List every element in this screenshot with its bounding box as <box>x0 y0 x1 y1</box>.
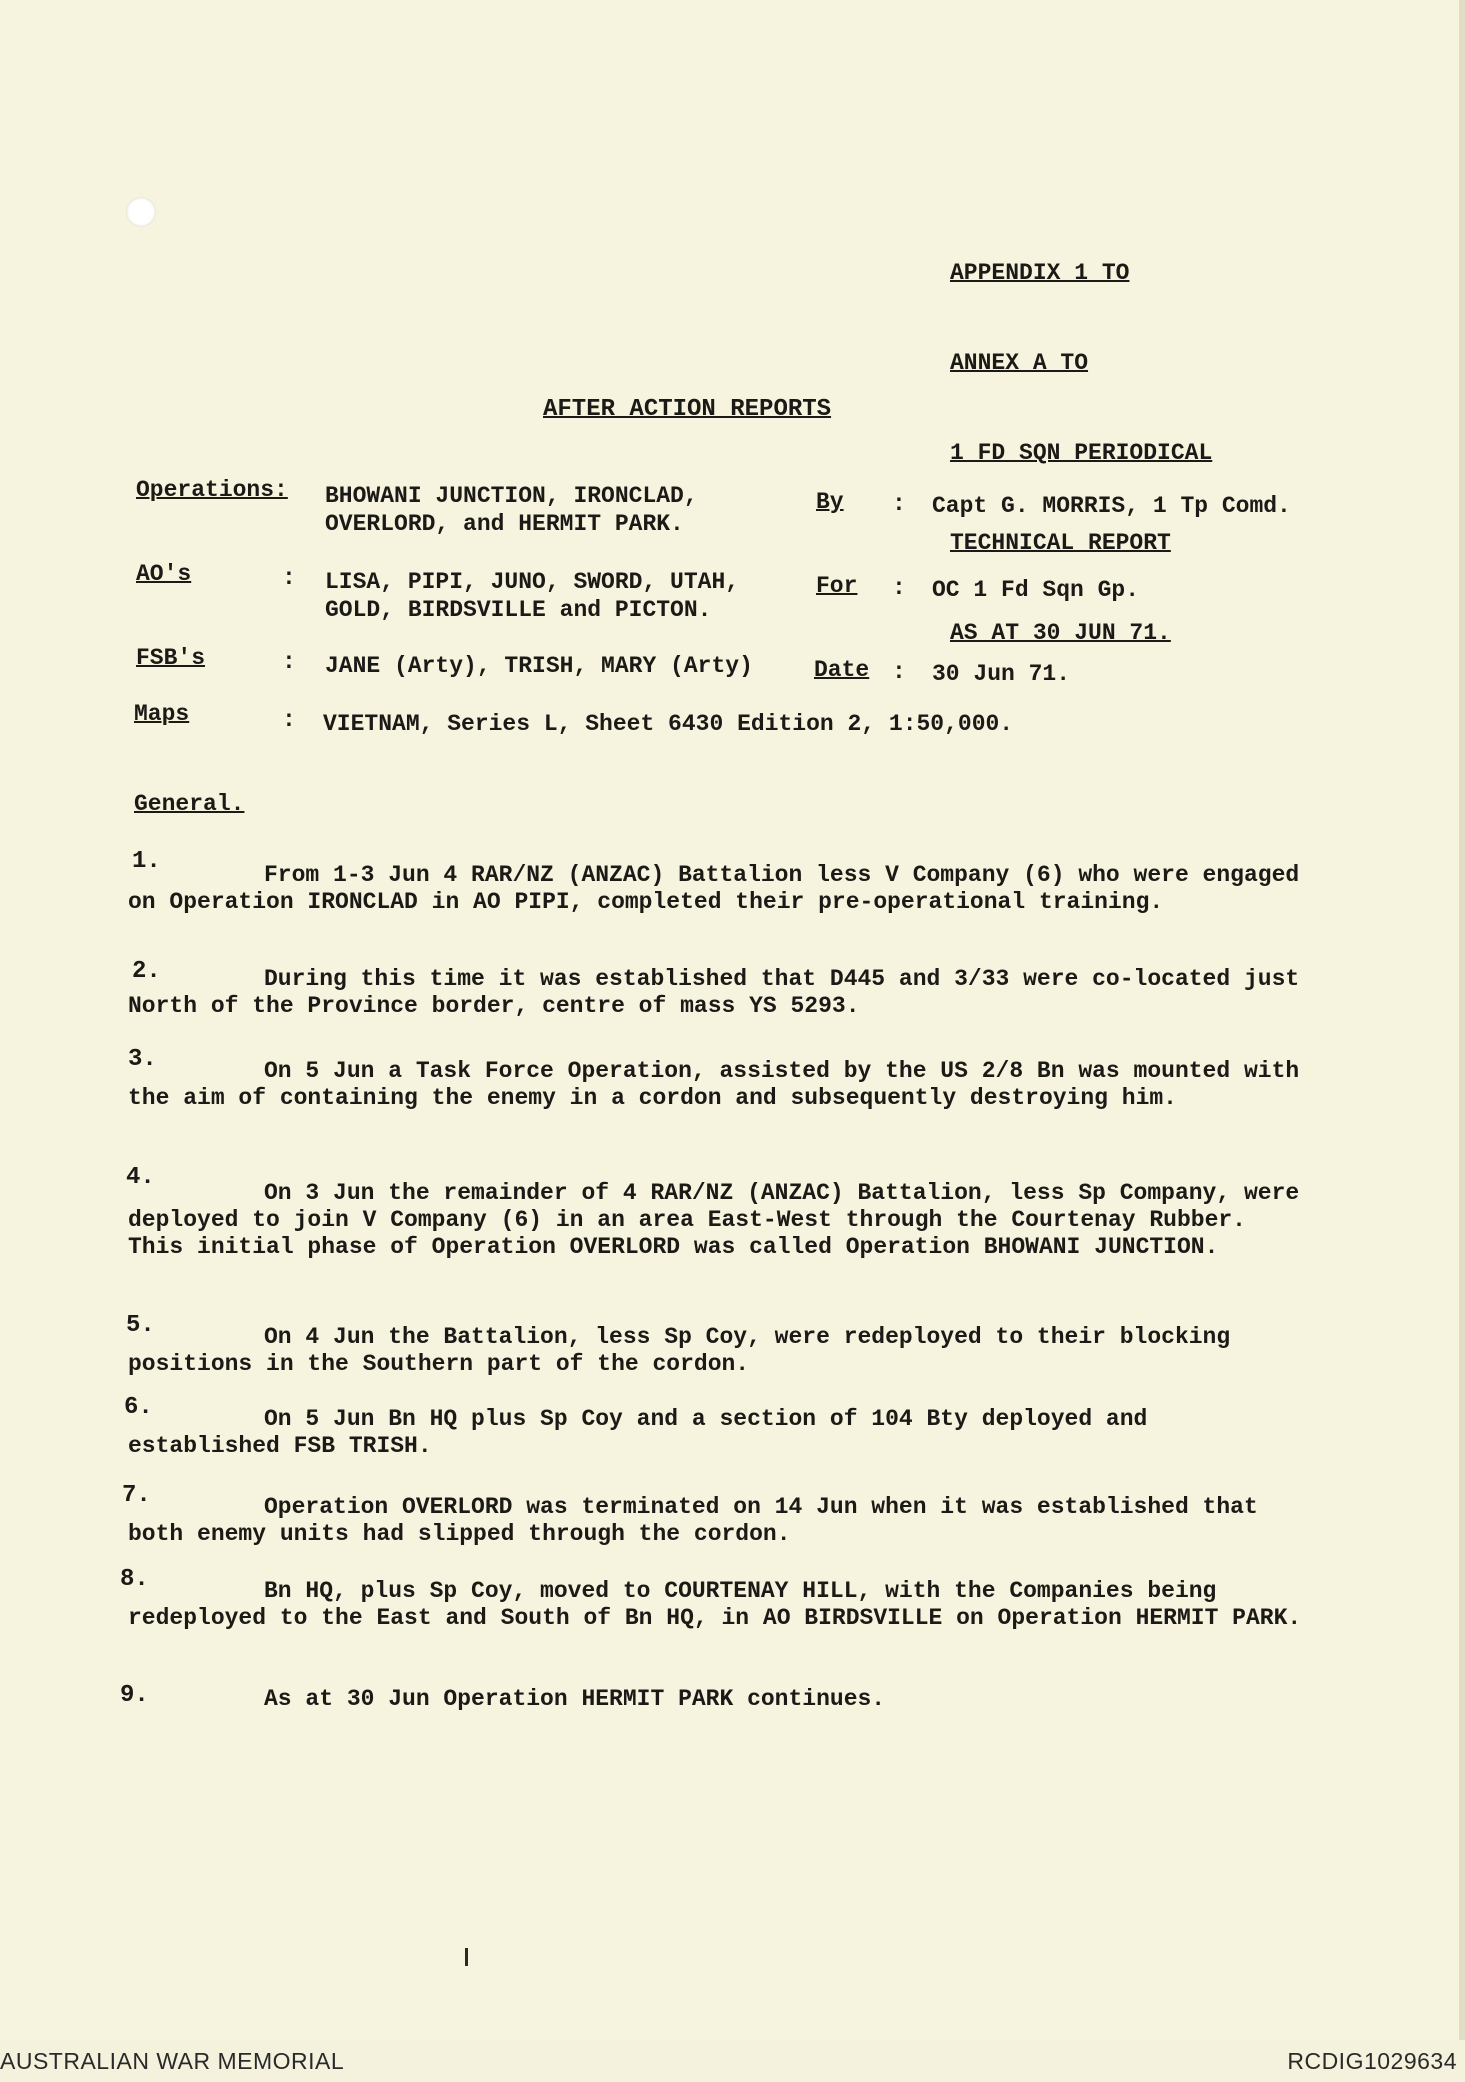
paragraph-text: Operation OVERLORD was terminated on 14 Jun when it was established that both enemy units had slipped through the cordon. <box>128 1494 1258 1547</box>
aos-label: AO's <box>136 561 192 587</box>
paragraph <box>128 1578 1308 1632</box>
paragraph <box>128 1406 1308 1460</box>
by-label: By <box>816 489 844 515</box>
paragraph-text: On 3 Jun the remainder of 4 RAR/NZ (ANZAC) Battalion, less Sp Company, were deployed to join V Company (6) in an area East-West through the Courtenay Rubber. This initial phase of Operation OVERLORD was called Operation BHOWANI JUNCTION. <box>128 1180 1300 1260</box>
paragraph <box>128 1180 1308 1261</box>
paragraph-number: 7. <box>122 1482 151 1509</box>
for-label: For <box>816 573 858 599</box>
paragraph-number: 3. <box>128 1046 157 1073</box>
maps-value: VIETNAM, Series L, Sheet 6430 Edition 2, 1:50,000. <box>323 711 1014 737</box>
fsbs-colon: : <box>282 649 296 675</box>
paragraph <box>128 1324 1308 1378</box>
paragraph-text: On 5 Jun Bn HQ plus Sp Coy and a section of 104 Bty deployed and established FSB TRISH. <box>128 1406 1148 1459</box>
paragraph <box>128 1686 1308 1713</box>
by-colon: : <box>892 491 906 517</box>
paragraph-number: 4. <box>126 1164 155 1191</box>
general-heading: General. <box>134 791 245 817</box>
operations-label: Operations: <box>136 477 288 503</box>
paragraph <box>128 862 1308 916</box>
paragraph-text: From 1-3 Jun 4 RAR/NZ (ANZAC) Battalion less V Company (6) who were engaged on Operation IRONCLAD in AO PIPI, completed their pre-operational training. <box>128 862 1300 915</box>
report-title: AFTER ACTION REPORTS <box>543 396 832 423</box>
aos-colon: : <box>282 565 296 591</box>
date-label: Date <box>814 657 870 683</box>
paragraph-number: 9. <box>120 1682 149 1709</box>
appendix-line: ANNEX A TO <box>950 350 1089 376</box>
appendix-line: TECHNICAL REPORT <box>950 530 1171 556</box>
maps-label: Maps <box>134 701 190 727</box>
operations-value-line2: OVERLORD, and HERMIT PARK. <box>325 511 684 537</box>
appendix-line: AS AT 30 JUN 71. <box>950 620 1171 646</box>
paragraph-number: 8. <box>120 1566 149 1593</box>
stray-mark <box>465 1948 468 1966</box>
appendix-header <box>950 198 1212 708</box>
footer-record-id: RCDIG1029634 <box>1287 2048 1457 2074</box>
paragraph-number: 6. <box>124 1394 153 1421</box>
fsbs-label: FSB's <box>136 645 206 671</box>
for-value: OC 1 Fd Sqn Gp. <box>932 577 1140 603</box>
paragraph-text: On 5 Jun a Task Force Operation, assisted by the US 2/8 Bn was mounted with the aim of containing the enemy in a cordon and subsequently destroying him. <box>128 1058 1300 1111</box>
aos-value-line1: LISA, PIPI, JUNO, SWORD, UTAH, <box>325 569 740 595</box>
paragraph-text: Bn HQ, plus Sp Coy, moved to COURTENAY HILL, with the Companies being redeployed to the East and South of Bn HQ, in AO BIRDSVILLE on Operation HERMIT PARK. <box>128 1578 1302 1631</box>
fsbs-value: JANE (Arty), TRISH, MARY (Arty) <box>325 653 753 679</box>
paragraph-text: As at 30 Jun Operation HERMIT PARK continues. <box>264 1686 886 1712</box>
operations-value-line1: BHOWANI JUNCTION, IRONCLAD, <box>325 483 698 509</box>
paragraph <box>128 1058 1308 1112</box>
paragraph-text: On 4 Jun the Battalion, less Sp Coy, were redeployed to their blocking positions in the Southern part of the cordon. <box>128 1324 1231 1377</box>
by-value: Capt G. MORRIS, 1 Tp Comd. <box>932 493 1291 519</box>
for-colon: : <box>892 575 906 601</box>
footer-archive-name: AUSTRALIAN WAR MEMORIAL <box>0 2048 345 2074</box>
paragraph <box>128 966 1308 1020</box>
paragraph-text: During this time it was established that D445 and 3/33 were co-located just North of the Province border, centre of mass YS 5293. <box>128 966 1300 1019</box>
date-value: 30 Jun 71. <box>932 661 1071 687</box>
maps-colon: : <box>282 707 296 733</box>
aos-value-line2: GOLD, BIRDSVILLE and PICTON. <box>325 597 712 623</box>
paragraph-number: 5. <box>126 1312 155 1339</box>
paragraph-number: 2. <box>132 958 161 985</box>
paragraph-number: 1. <box>132 848 161 875</box>
punch-hole <box>126 197 156 227</box>
appendix-line: APPENDIX 1 TO <box>950 260 1130 286</box>
date-colon: : <box>892 659 906 685</box>
appendix-line: 1 FD SQN PERIODICAL <box>950 440 1213 466</box>
paragraph <box>128 1494 1308 1548</box>
